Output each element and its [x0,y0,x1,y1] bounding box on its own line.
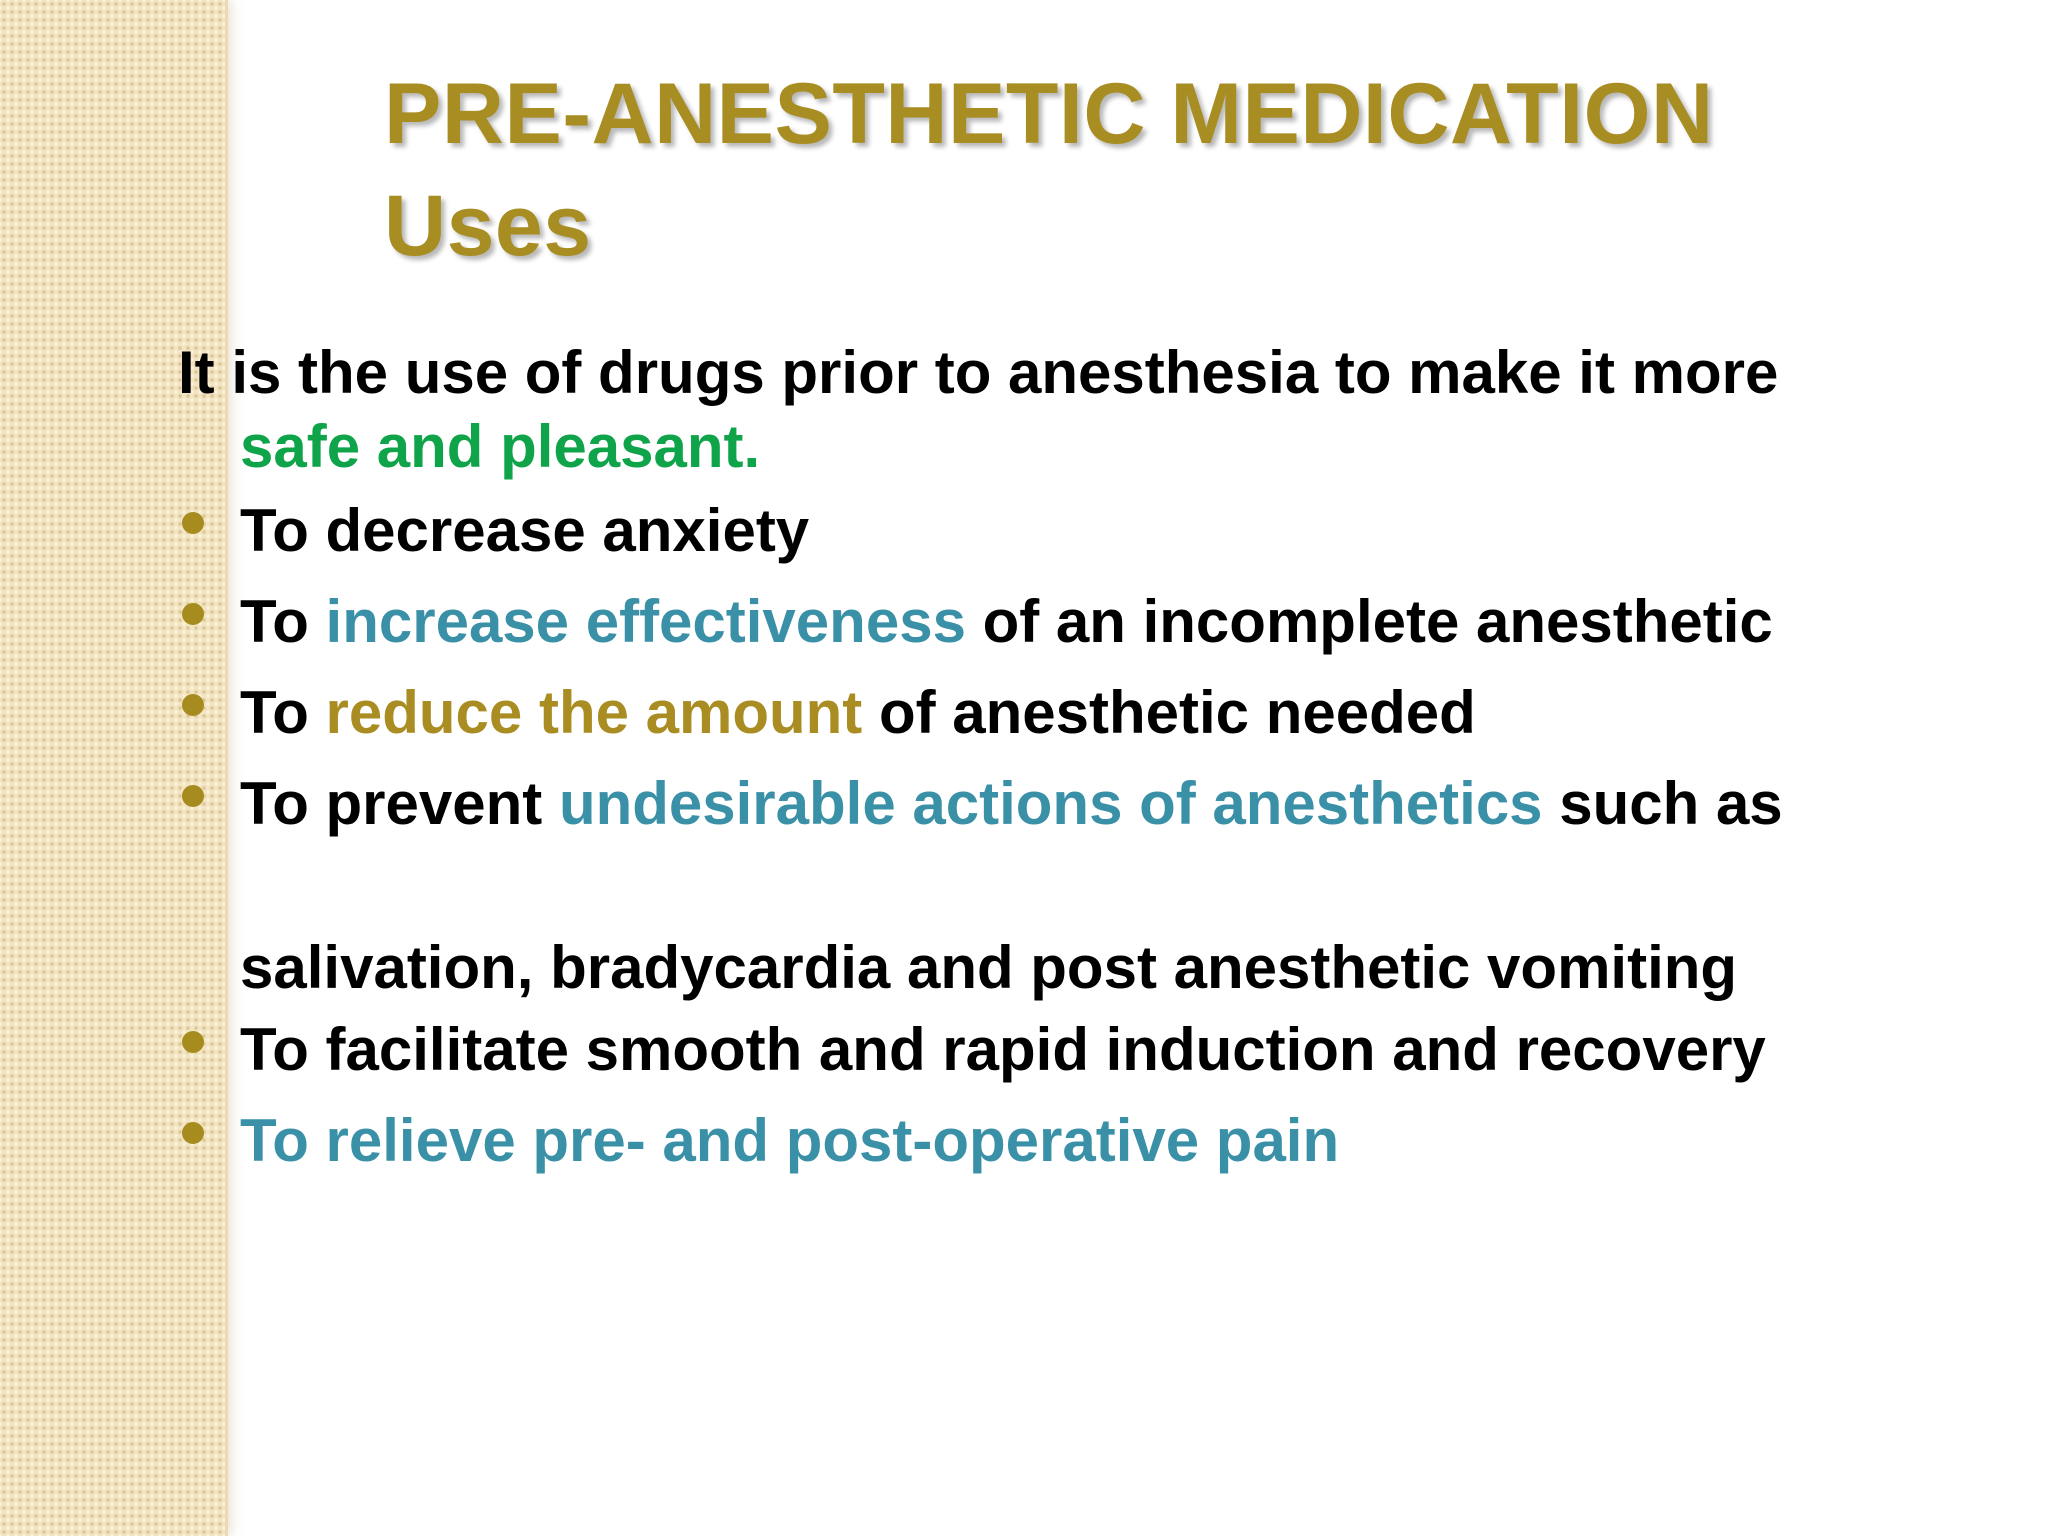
bullet-text: To decrease anxiety [240,497,810,564]
bullet-text-pre: To prevent [240,770,559,837]
bullet-item-smooth-induction [178,1013,2028,1087]
bullet-highlight: increase effectiveness [325,588,966,655]
bullet-item-prevent-undesirable-actions [178,767,2028,1005]
intro-highlight: safe and pleasant. [240,413,761,480]
bullet-text-post: of anesthetic needed [862,679,1476,746]
slide-body [178,336,2028,1195]
bullet-text-post: of an incomplete anesthetic [965,588,1773,655]
title-line-1: PRE-ANESTHETIC MEDICATION [384,66,1714,162]
bullet-dot-icon [182,785,204,807]
bullet-text: To relieve pre- and post-operative pain [240,1107,1340,1174]
bullet-text-pre: To [240,679,326,746]
bullet-text-pre: To [240,588,326,655]
bullet-highlight: undesirable actions of anesthetics [558,770,1543,837]
bullet-item-increase-effectiveness [178,585,2028,659]
bullet-dot-icon [182,694,204,716]
bullet-text: To facilitate smooth and rapid induction and recovery [240,1016,1766,1083]
bullet-item-relieve-pain [178,1104,2028,1178]
bullet-continuation: salivation, bradycardia and post anesthetic vomiting [240,934,1738,1001]
bullet-item-reduce-amount [178,676,2028,750]
title-line-2: Uses [384,178,592,274]
intro-paragraph [178,336,2028,484]
intro-text: It is the use of drugs prior to anesthesia to make it more [178,339,1779,406]
bullet-text-post: such as [1542,770,1783,837]
bullet-item-decrease-anxiety [178,494,2028,568]
bullet-highlight: reduce the amount [325,679,863,746]
bullet-dot-icon [182,1122,204,1144]
bullet-dot-icon [182,603,204,625]
bullet-dot-icon [182,512,204,534]
bullet-list [178,494,2028,1178]
bullet-dot-icon [182,1031,204,1053]
slide-title [384,58,1714,282]
